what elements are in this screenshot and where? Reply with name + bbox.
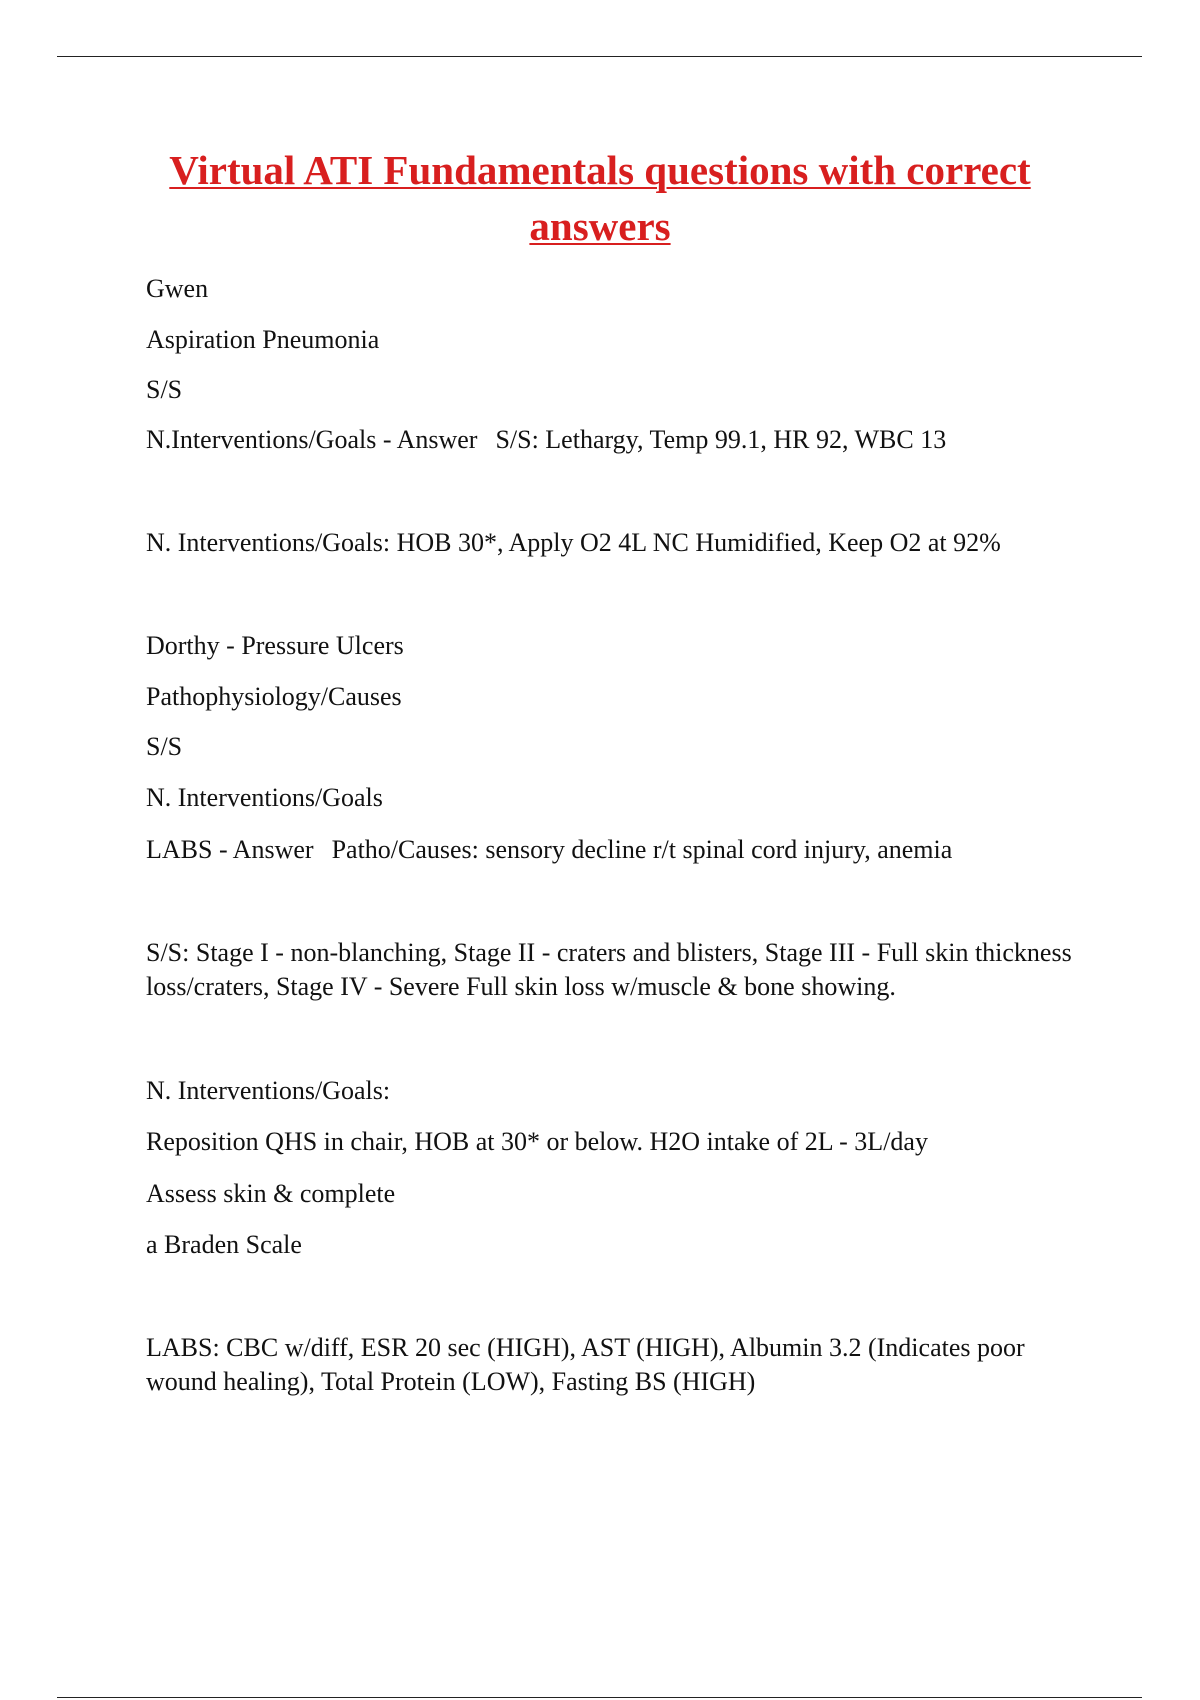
labs-paragraph: LABS: CBC w/diff, ESR 20 sec (HIGH), AST (HIGH), Albumin 3.2 (Indicates poor wound healing), Total Protein (LOW), Fasting BS (HIGH) — [146, 1333, 1025, 1396]
intervention-line: Reposition QHS in chair, HOB at 30* or below. H2O intake of 2L - 3L/day — [146, 1127, 928, 1156]
question-prefix: LABS - Answer — [146, 835, 314, 864]
intervention-line: a Braden Scale — [146, 1230, 302, 1259]
interventions-label: N. Interventions/Goals — [146, 783, 383, 812]
patho-label: Pathophysiology/Causes — [146, 682, 402, 711]
answer-paragraph: S/S: Stage I - non-blanching, Stage II - craters and blisters, Stage III - Full skin thickness loss/craters, Stage IV - Severe Full skin loss w/muscle & bone showing. — [146, 938, 1072, 1001]
patient-name: Gwen — [146, 274, 209, 303]
top-rule — [57, 56, 1142, 57]
question-answer-line — [146, 423, 946, 457]
ss-label: S/S — [146, 375, 183, 404]
answer-text: S/S: Lethargy, Temp 99.1, HR 92, WBC 13 — [495, 425, 947, 454]
intervention-line: Assess skin & complete — [146, 1179, 396, 1208]
ss-label: S/S — [146, 732, 183, 761]
answer-paragraph: N. Interventions/Goals: HOB 30*, Apply O2 4L NC Humidified, Keep O2 at 92% — [146, 528, 1001, 557]
section-heading: Dorthy - Pressure Ulcers — [146, 631, 404, 660]
question-answer-line — [146, 833, 952, 867]
condition-heading: Aspiration Pneumonia — [146, 325, 380, 354]
answer-text: Patho/Causes: sensory decline r/t spinal cord injury, anemia — [331, 835, 953, 864]
question-prefix: N.Interventions/Goals - Answer — [146, 425, 478, 454]
bottom-rule — [57, 1697, 1142, 1698]
document-title: Virtual ATI Fundamentals questions with correct answers — [169, 147, 1031, 249]
interventions-heading: N. Interventions/Goals: — [146, 1076, 391, 1105]
